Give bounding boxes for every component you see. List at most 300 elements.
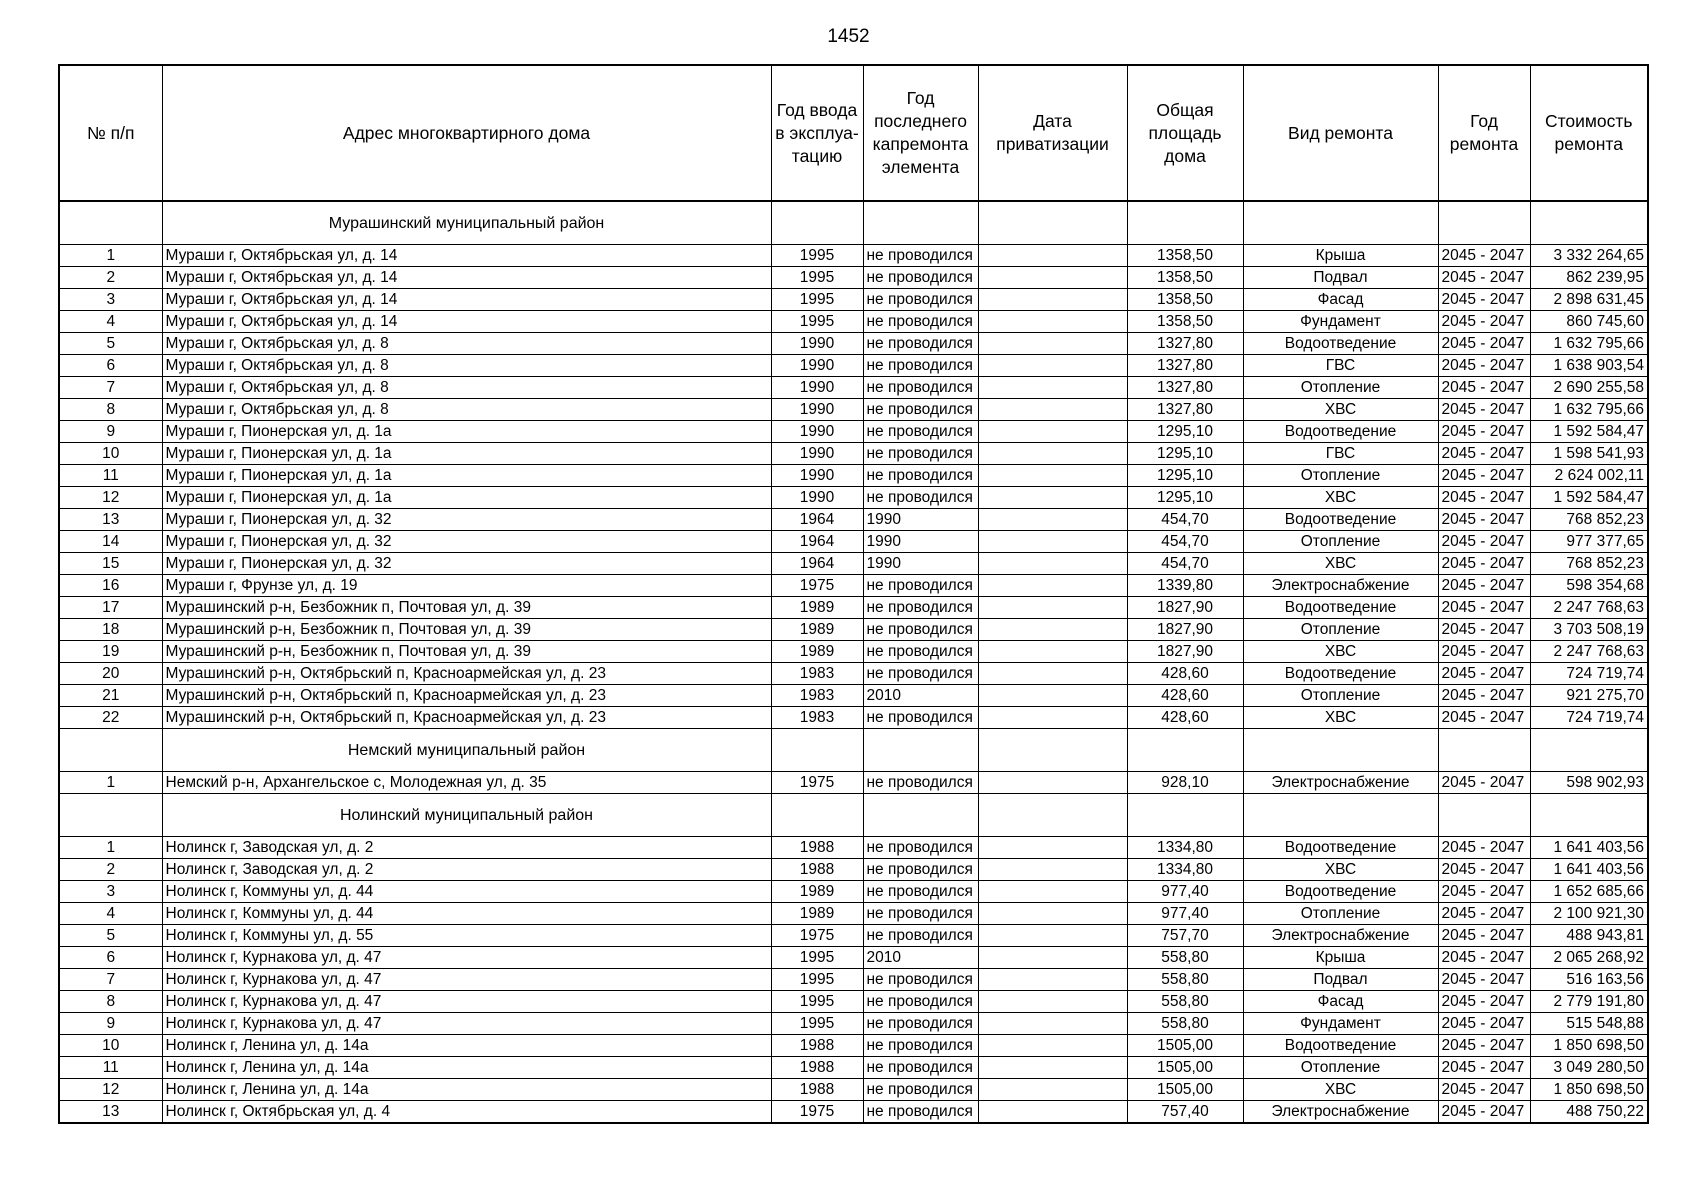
table-row (59, 837, 1648, 859)
row-area: 1827,90 (1127, 641, 1243, 663)
row-repair-year: 2045 - 2047 (1438, 881, 1530, 903)
row-last-repair: не проводился (863, 772, 978, 794)
row-area: 558,80 (1127, 969, 1243, 991)
row-address: Мурашинский р-н, Безбожник п, Почтовая ул, д. 39 (162, 619, 771, 641)
row-privatization (978, 399, 1127, 421)
section-empty-cell (1127, 729, 1243, 772)
row-cost: 2 898 631,45 (1530, 289, 1648, 311)
row-address: Мураши г, Октябрьская ул, д. 14 (162, 289, 771, 311)
section-empty-cell (59, 201, 162, 245)
section-empty-cell (863, 794, 978, 837)
row-privatization (978, 947, 1127, 969)
row-num: 17 (59, 597, 162, 619)
row-area: 1327,80 (1127, 355, 1243, 377)
row-area: 1358,50 (1127, 289, 1243, 311)
row-privatization (978, 663, 1127, 685)
row-year-built: 1990 (771, 333, 863, 355)
row-cost: 1 641 403,56 (1530, 837, 1648, 859)
table-row (59, 399, 1648, 421)
row-year-built: 1990 (771, 399, 863, 421)
row-repair-year: 2045 - 2047 (1438, 1035, 1530, 1057)
row-cost: 2 100 921,30 (1530, 903, 1648, 925)
row-repair-type: Крыша (1243, 245, 1438, 267)
row-cost: 862 239,95 (1530, 267, 1648, 289)
row-privatization (978, 245, 1127, 267)
row-last-repair: не проводился (863, 925, 978, 947)
row-privatization (978, 619, 1127, 641)
row-address: Нолинск г, Коммуны ул, д. 44 (162, 903, 771, 925)
row-repair-year: 2045 - 2047 (1438, 1057, 1530, 1079)
row-area: 977,40 (1127, 903, 1243, 925)
table-row (59, 443, 1648, 465)
row-cost: 1 638 903,54 (1530, 355, 1648, 377)
row-repair-type: ХВС (1243, 487, 1438, 509)
row-cost: 2 624 002,11 (1530, 465, 1648, 487)
section-empty-cell (978, 729, 1127, 772)
section-empty-cell (1243, 794, 1438, 837)
row-privatization (978, 443, 1127, 465)
table-row (59, 772, 1648, 794)
table-row (59, 289, 1648, 311)
row-repair-year: 2045 - 2047 (1438, 685, 1530, 707)
row-num: 11 (59, 465, 162, 487)
row-year-built: 1988 (771, 1035, 863, 1057)
row-repair-year: 2045 - 2047 (1438, 465, 1530, 487)
row-last-repair: не проводился (863, 837, 978, 859)
row-last-repair: не проводился (863, 1013, 978, 1035)
row-address: Мураши г, Пионерская ул, д. 1а (162, 487, 771, 509)
row-repair-type: ХВС (1243, 641, 1438, 663)
row-year-built: 1964 (771, 509, 863, 531)
page-number: 1452 (827, 26, 870, 47)
header-address: Адрес многоквартирного дома (162, 65, 771, 201)
row-year-built: 1995 (771, 991, 863, 1013)
row-cost: 768 852,23 (1530, 553, 1648, 575)
section-title: Нолинский муниципальный район (162, 794, 771, 837)
row-privatization (978, 333, 1127, 355)
row-cost: 3 703 508,19 (1530, 619, 1648, 641)
row-area: 1327,80 (1127, 399, 1243, 421)
row-repair-year: 2045 - 2047 (1438, 1013, 1530, 1035)
row-cost: 1 652 685,66 (1530, 881, 1648, 903)
row-privatization (978, 421, 1127, 443)
row-area: 1827,90 (1127, 619, 1243, 641)
row-area: 558,80 (1127, 947, 1243, 969)
row-repair-year: 2045 - 2047 (1438, 903, 1530, 925)
row-repair-type: Подвал (1243, 267, 1438, 289)
row-cost: 3 049 280,50 (1530, 1057, 1648, 1079)
row-num: 10 (59, 443, 162, 465)
table-row (59, 1101, 1648, 1124)
row-last-repair: не проводился (863, 663, 978, 685)
row-area: 1295,10 (1127, 465, 1243, 487)
row-year-built: 1975 (771, 575, 863, 597)
row-privatization (978, 969, 1127, 991)
row-last-repair: не проводился (863, 991, 978, 1013)
row-address: Нолинск г, Курнакова ул, д. 47 (162, 1013, 771, 1035)
row-repair-type: Электроснабжение (1243, 925, 1438, 947)
row-year-built: 1988 (771, 1079, 863, 1101)
row-privatization (978, 509, 1127, 531)
table-row (59, 1035, 1648, 1057)
row-last-repair: не проводился (863, 465, 978, 487)
row-area: 428,60 (1127, 685, 1243, 707)
row-area: 977,40 (1127, 881, 1243, 903)
table-row (59, 597, 1648, 619)
row-area: 1358,50 (1127, 245, 1243, 267)
row-last-repair: не проводился (863, 1057, 978, 1079)
table-row (59, 859, 1648, 881)
row-repair-type: Отопление (1243, 465, 1438, 487)
row-cost: 516 163,56 (1530, 969, 1648, 991)
row-repair-type: Отопление (1243, 685, 1438, 707)
row-address: Мураши г, Октябрьская ул, д. 8 (162, 355, 771, 377)
header-last-repair: Год последнего капремонта элемента (863, 65, 978, 201)
section-header-row (59, 201, 1648, 245)
row-address: Мураши г, Пионерская ул, д. 1а (162, 465, 771, 487)
table-row (59, 969, 1648, 991)
row-num: 2 (59, 267, 162, 289)
row-repair-year: 2045 - 2047 (1438, 925, 1530, 947)
row-repair-type: Водоотведение (1243, 333, 1438, 355)
row-repair-year: 2045 - 2047 (1438, 487, 1530, 509)
section-empty-cell (1127, 794, 1243, 837)
row-privatization (978, 355, 1127, 377)
row-repair-type: Фундамент (1243, 311, 1438, 333)
row-address: Нолинск г, Коммуны ул, д. 55 (162, 925, 771, 947)
row-last-repair: не проводился (863, 421, 978, 443)
row-repair-type: Водоотведение (1243, 837, 1438, 859)
table-row (59, 663, 1648, 685)
row-privatization (978, 859, 1127, 881)
row-num: 8 (59, 399, 162, 421)
row-year-built: 1988 (771, 859, 863, 881)
row-cost: 1 632 795,66 (1530, 399, 1648, 421)
section-empty-cell (863, 201, 978, 245)
row-num: 13 (59, 509, 162, 531)
row-address: Нолинск г, Ленина ул, д. 14а (162, 1057, 771, 1079)
section-empty-cell (978, 201, 1127, 245)
row-privatization (978, 1013, 1127, 1035)
row-repair-year: 2045 - 2047 (1438, 969, 1530, 991)
row-repair-type: Крыша (1243, 947, 1438, 969)
table-row (59, 531, 1648, 553)
row-cost: 488 750,22 (1530, 1101, 1648, 1124)
section-empty-cell (1127, 201, 1243, 245)
section-empty-cell (1438, 729, 1530, 772)
row-privatization (978, 311, 1127, 333)
row-last-repair: 1990 (863, 531, 978, 553)
table-row (59, 619, 1648, 641)
row-repair-year: 2045 - 2047 (1438, 859, 1530, 881)
row-repair-type: ХВС (1243, 707, 1438, 729)
row-cost: 598 902,93 (1530, 772, 1648, 794)
table-row (59, 487, 1648, 509)
row-area: 1327,80 (1127, 377, 1243, 399)
row-address: Нолинск г, Заводская ул, д. 2 (162, 859, 771, 881)
row-year-built: 1990 (771, 465, 863, 487)
row-privatization (978, 1057, 1127, 1079)
row-num: 7 (59, 377, 162, 399)
row-address: Нолинск г, Курнакова ул, д. 47 (162, 991, 771, 1013)
row-year-built: 1975 (771, 925, 863, 947)
row-address: Мураши г, Пионерская ул, д. 1а (162, 421, 771, 443)
row-repair-year: 2045 - 2047 (1438, 399, 1530, 421)
row-address: Мураши г, Октябрьская ул, д. 8 (162, 399, 771, 421)
row-last-repair: не проводился (863, 903, 978, 925)
row-area: 454,70 (1127, 553, 1243, 575)
header-area: Общая площадь дома (1127, 65, 1243, 201)
row-privatization (978, 267, 1127, 289)
row-repair-type: Водоотведение (1243, 1035, 1438, 1057)
row-year-built: 1988 (771, 1057, 863, 1079)
table-row (59, 267, 1648, 289)
row-privatization (978, 991, 1127, 1013)
row-repair-year: 2045 - 2047 (1438, 1101, 1530, 1124)
table-row (59, 1079, 1648, 1101)
row-num: 9 (59, 421, 162, 443)
row-repair-year: 2045 - 2047 (1438, 509, 1530, 531)
row-area: 1334,80 (1127, 837, 1243, 859)
row-last-repair: не проводился (863, 333, 978, 355)
row-num: 6 (59, 947, 162, 969)
row-repair-type: Водоотведение (1243, 421, 1438, 443)
row-num: 19 (59, 641, 162, 663)
row-last-repair: не проводился (863, 641, 978, 663)
row-address: Мураши г, Пионерская ул, д. 32 (162, 553, 771, 575)
row-repair-type: ХВС (1243, 859, 1438, 881)
row-area: 558,80 (1127, 1013, 1243, 1035)
row-repair-type: ГВС (1243, 355, 1438, 377)
row-cost: 1 632 795,66 (1530, 333, 1648, 355)
row-area: 1295,10 (1127, 421, 1243, 443)
row-address: Мурашинский р-н, Октябрьский п, Красноармейская ул, д. 23 (162, 663, 771, 685)
row-privatization (978, 707, 1127, 729)
row-last-repair: не проводился (863, 1035, 978, 1057)
row-repair-type: Отопление (1243, 903, 1438, 925)
row-num: 1 (59, 245, 162, 267)
row-privatization (978, 685, 1127, 707)
row-cost: 860 745,60 (1530, 311, 1648, 333)
row-address: Мураши г, Фрунзе ул, д. 19 (162, 575, 771, 597)
row-address: Мураши г, Пионерская ул, д. 32 (162, 509, 771, 531)
row-address: Мураши г, Октябрьская ул, д. 14 (162, 311, 771, 333)
row-address: Мурашинский р-н, Октябрьский п, Красноармейская ул, д. 23 (162, 685, 771, 707)
row-privatization (978, 289, 1127, 311)
table-row (59, 991, 1648, 1013)
row-year-built: 1990 (771, 355, 863, 377)
section-title: Немский муниципальный район (162, 729, 771, 772)
header-privatization: Дата приватизации (978, 65, 1127, 201)
row-cost: 598 354,68 (1530, 575, 1648, 597)
row-repair-year: 2045 - 2047 (1438, 641, 1530, 663)
header-row (59, 65, 1648, 201)
row-year-built: 1995 (771, 289, 863, 311)
row-cost: 515 548,88 (1530, 1013, 1648, 1035)
table-row (59, 903, 1648, 925)
row-privatization (978, 903, 1127, 925)
row-year-built: 1989 (771, 619, 863, 641)
row-privatization (978, 531, 1127, 553)
row-cost: 2 247 768,63 (1530, 597, 1648, 619)
row-num: 18 (59, 619, 162, 641)
row-area: 558,80 (1127, 991, 1243, 1013)
row-num: 8 (59, 991, 162, 1013)
row-year-built: 1995 (771, 969, 863, 991)
row-num: 5 (59, 333, 162, 355)
row-cost: 3 332 264,65 (1530, 245, 1648, 267)
row-repair-year: 2045 - 2047 (1438, 991, 1530, 1013)
row-address: Мурашинский р-н, Безбожник п, Почтовая ул, д. 39 (162, 597, 771, 619)
table-row (59, 1013, 1648, 1035)
row-address: Нолинск г, Заводская ул, д. 2 (162, 837, 771, 859)
table-row (59, 685, 1648, 707)
row-area: 757,70 (1127, 925, 1243, 947)
row-last-repair: не проводился (863, 969, 978, 991)
row-last-repair: не проводился (863, 575, 978, 597)
row-repair-type: Электроснабжение (1243, 1101, 1438, 1124)
table-row (59, 245, 1648, 267)
row-num: 13 (59, 1101, 162, 1124)
row-repair-year: 2045 - 2047 (1438, 267, 1530, 289)
row-privatization (978, 575, 1127, 597)
row-privatization (978, 553, 1127, 575)
row-address: Немский р-н, Архангельское с, Молодежная ул, д. 35 (162, 772, 771, 794)
row-num: 3 (59, 289, 162, 311)
row-num: 21 (59, 685, 162, 707)
table-row (59, 377, 1648, 399)
row-num: 7 (59, 969, 162, 991)
row-year-built: 1995 (771, 311, 863, 333)
row-last-repair: не проводился (863, 487, 978, 509)
row-area: 928,10 (1127, 772, 1243, 794)
row-repair-type: Подвал (1243, 969, 1438, 991)
row-repair-year: 2045 - 2047 (1438, 355, 1530, 377)
row-last-repair: 1990 (863, 509, 978, 531)
row-repair-year: 2045 - 2047 (1438, 553, 1530, 575)
row-area: 1827,90 (1127, 597, 1243, 619)
row-num: 16 (59, 575, 162, 597)
row-year-built: 1983 (771, 707, 863, 729)
row-num: 12 (59, 1079, 162, 1101)
row-last-repair: не проводился (863, 1101, 978, 1124)
row-address: Нолинск г, Коммуны ул, д. 44 (162, 881, 771, 903)
row-repair-type: Отопление (1243, 1057, 1438, 1079)
row-year-built: 1990 (771, 421, 863, 443)
row-repair-type: Водоотведение (1243, 663, 1438, 685)
row-area: 428,60 (1127, 707, 1243, 729)
row-year-built: 1964 (771, 553, 863, 575)
row-privatization (978, 772, 1127, 794)
section-title: Мурашинский муниципальный район (162, 201, 771, 245)
row-repair-type: Водоотведение (1243, 597, 1438, 619)
row-cost: 724 719,74 (1530, 663, 1648, 685)
row-year-built: 1989 (771, 903, 863, 925)
row-last-repair: не проводился (863, 355, 978, 377)
row-privatization (978, 1035, 1127, 1057)
row-repair-type: Фундамент (1243, 1013, 1438, 1035)
row-year-built: 1995 (771, 245, 863, 267)
row-privatization (978, 1079, 1127, 1101)
table-row (59, 881, 1648, 903)
row-address: Нолинск г, Октябрьская ул, д. 4 (162, 1101, 771, 1124)
row-privatization (978, 597, 1127, 619)
row-year-built: 1995 (771, 947, 863, 969)
row-repair-year: 2045 - 2047 (1438, 663, 1530, 685)
table-row (59, 553, 1648, 575)
row-repair-year: 2045 - 2047 (1438, 575, 1530, 597)
row-year-built: 1983 (771, 663, 863, 685)
row-area: 454,70 (1127, 509, 1243, 531)
section-empty-cell (771, 729, 863, 772)
table-row (59, 509, 1648, 531)
row-year-built: 1975 (771, 1101, 863, 1124)
row-cost: 2 779 191,80 (1530, 991, 1648, 1013)
section-empty-cell (771, 794, 863, 837)
row-repair-type: Водоотведение (1243, 509, 1438, 531)
table-row (59, 1057, 1648, 1079)
row-num: 15 (59, 553, 162, 575)
row-area: 1327,80 (1127, 333, 1243, 355)
section-header-row (59, 729, 1648, 772)
row-repair-type: Водоотведение (1243, 881, 1438, 903)
row-last-repair: не проводился (863, 597, 978, 619)
row-repair-type: Фасад (1243, 289, 1438, 311)
row-cost: 1 592 584,47 (1530, 487, 1648, 509)
row-privatization (978, 925, 1127, 947)
row-last-repair: не проводился (863, 289, 978, 311)
row-num: 20 (59, 663, 162, 685)
row-privatization (978, 487, 1127, 509)
repair-register-table (58, 64, 1649, 1124)
row-cost: 1 641 403,56 (1530, 859, 1648, 881)
row-repair-year: 2045 - 2047 (1438, 947, 1530, 969)
row-cost: 768 852,23 (1530, 509, 1648, 531)
row-last-repair: не проводился (863, 881, 978, 903)
table-row (59, 333, 1648, 355)
row-cost: 921 275,70 (1530, 685, 1648, 707)
row-address: Мураши г, Октябрьская ул, д. 8 (162, 333, 771, 355)
row-area: 428,60 (1127, 663, 1243, 685)
row-address: Мураши г, Октябрьская ул, д. 14 (162, 245, 771, 267)
row-address: Нолинск г, Ленина ул, д. 14а (162, 1079, 771, 1101)
row-repair-year: 2045 - 2047 (1438, 772, 1530, 794)
row-area: 1334,80 (1127, 859, 1243, 881)
table-row (59, 575, 1648, 597)
table-row (59, 947, 1648, 969)
row-address: Нолинск г, Курнакова ул, д. 47 (162, 969, 771, 991)
row-num: 10 (59, 1035, 162, 1057)
row-address: Мурашинский р-н, Октябрьский п, Красноармейская ул, д. 23 (162, 707, 771, 729)
row-num: 11 (59, 1057, 162, 1079)
row-num: 5 (59, 925, 162, 947)
row-num: 2 (59, 859, 162, 881)
row-year-built: 1975 (771, 772, 863, 794)
row-area: 757,40 (1127, 1101, 1243, 1124)
row-year-built: 1988 (771, 837, 863, 859)
row-privatization (978, 881, 1127, 903)
row-num: 1 (59, 837, 162, 859)
row-repair-type: Электроснабжение (1243, 575, 1438, 597)
row-cost: 1 592 584,47 (1530, 421, 1648, 443)
row-last-repair: не проводился (863, 619, 978, 641)
row-address: Мураши г, Октябрьская ул, д. 14 (162, 267, 771, 289)
row-last-repair: 1990 (863, 553, 978, 575)
row-repair-type: Электроснабжение (1243, 772, 1438, 794)
row-cost: 1 850 698,50 (1530, 1079, 1648, 1101)
row-repair-year: 2045 - 2047 (1438, 311, 1530, 333)
row-repair-type: ГВС (1243, 443, 1438, 465)
